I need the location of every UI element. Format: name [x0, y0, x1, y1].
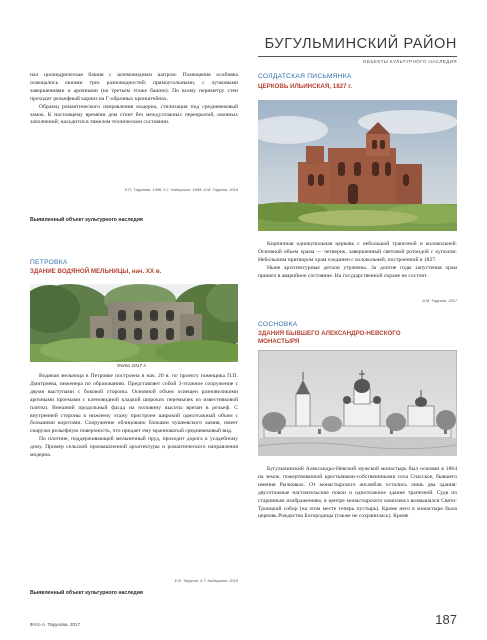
header-subtitle: ОБЪЕКТЫ КУЛЬТУРНОГО НАСЛЕДИЯ	[362, 59, 457, 64]
monastery-engraving	[258, 350, 457, 456]
church-paragraph-1: Кирпичная однокупольная церковь с небольшой трапезной и колокольней. Основной объем храма — четверик, завершенный световой ротондой с куполом. Небольшим притвором храм соединен с колокольней, построенной в 1827.	[258, 241, 457, 263]
mill-source-credit: Е.В. Тарунов, Х.Г. Надыршин, 2019	[174, 578, 238, 583]
object-title-monastery: ЗДАНИЯ БЫВШЕГО АЛЕКСАНДРО-НЕВСКОГО МОНАСТЫРЯ	[258, 330, 401, 345]
mill-photo-caption: Фото 2017 г.	[117, 364, 148, 369]
church-paragraph-2: Ныне архитектурные детали утрачены. За допгие годы запустения храм пришел в аварийное состояние. На государственной охране не состоит.	[258, 264, 457, 279]
monastery-paragraph-1: Бугульминский Александро-Невский мужской монастырь был основан в 1864 на земле, пожертвованной крестьянами-собственниками села Спасское, бывшего имения Рычковых. От монастырского ансамбля остались лишь два здания: двухэтажные настоятельские покои и одноэтажное здание трапезной. Судя по старинным изображениям, в центре монастырского комплекса возвышался Свято-Троицкий собор (на этом месте теперь пустырь). Кроме него в монастыре была церковь Рождества Богородицы (также не сохранилась). Кроме	[258, 466, 457, 520]
photo-credit: Фото А. Тарунова, 2017	[30, 622, 81, 627]
status-label-2: Выявленный объект культурного наследия	[30, 590, 143, 596]
mill-description	[30, 373, 238, 460]
status-label-1: Выявленный объект культурного наследия	[30, 217, 143, 223]
church-description	[258, 241, 457, 281]
continuation-paragraph-2: Образец романтического направления модерна, стилизация под средневековый замок. К настоящему времени дом стоит без междуэтажных перекрытий, оконных заполнений; находится в тяжелом техническом состоянии.	[30, 103, 238, 126]
page-number: 187	[435, 612, 457, 627]
region-title: БУГУЛЬМИНСКИЙ РАЙОН	[264, 36, 457, 52]
object-title-mill: ЗДАНИЕ ВОДЯНОЙ МЕЛЬНИЦЫ, нач. ХХ в.	[30, 268, 162, 275]
left-continuation-text	[30, 72, 238, 127]
mill-photo	[30, 284, 238, 362]
mill-paragraph-2: По плотине, поддерживающей мельничный пруд, проходит дорога к усадебному дому. Пример сельской промышленной архитектуры и романтического направления модерна.	[30, 436, 238, 459]
village-heading-soldatskaya: СОЛДАТСКАЯ ПИСЬМЯНКА	[258, 73, 352, 80]
continuation-paragraph-1: нал цилиндрическая башня с шлемовидным шатром. Помещения особняка освещались окнами трех разновидностей: прямоугольными, с лучковыми завершениями и арочными (на третьем этаже башни). По всему периметру стен проходит рельефный карниз на Г-образных кронштейнах.	[30, 72, 238, 102]
header-rule	[258, 56, 457, 57]
monastery-description	[258, 466, 457, 521]
church-source-credit: А.М. Тарунов, 2017	[422, 298, 457, 303]
church-photo	[258, 100, 457, 231]
left-source-credit: Л.П. Тарунова, 1998; Х.Г. Надыршин, 1999; А.М. Тарунов, 2016	[124, 187, 238, 192]
village-heading-petrovka: ПЕТРОВКА	[30, 259, 68, 266]
object-title-church: ЦЕРКОВЬ ИЛЬИНСКАЯ, 1827 г.	[258, 83, 352, 90]
village-heading-sosnovka: СОСНОВКА	[258, 321, 298, 328]
mill-paragraph-1: Водяная мельница в Петровке построена в нач. 20 в. по проекту помещика П.П. Дмитриева, инженера по образованию. Представляет собой 3-этажное сооружение с двумя выступами с боковой стороны. Основной объем освещен разновеликими арочными проемами с кленовидной кладкой широких перемычек из известняковой плитки. Внешний продольный фасад на половину высоты врезан в рельеф. С внутренней стороны к нижнему этажу пристроен широкий одноэтажный объем с большими воротами. Сооружение облицовано блоками чушеевского камня, имеет снаружи рельефную поверхность, что придает ему мрачноватый средневековый вид.	[30, 373, 238, 435]
